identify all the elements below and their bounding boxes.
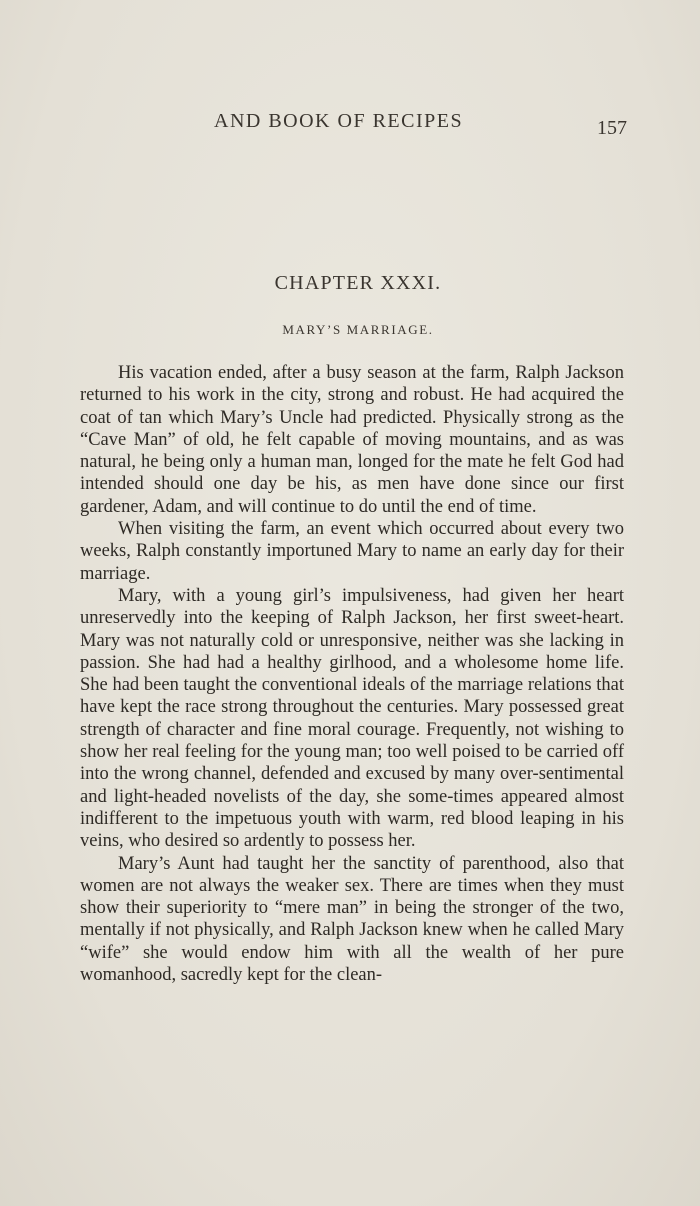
running-head: AND BOOK OF RECIPES (214, 110, 464, 132)
page-number: 157 (597, 117, 627, 139)
chapter-subtitle: MARY’S MARRIAGE. (282, 322, 434, 337)
body-text (80, 362, 624, 986)
paragraph-3: Mary, with a young girl’s impulsiveness, had given her heart unreservedly into the keeping of Ralph Jackson, her first sweet-heart. Mary was not naturally cold or unresponsive, neither was she lacking in passion. She had had a healthy girlhood, and a wholesome home life. She had been taught the conventional ideals of the marriage relations that have kept the race strong throughout the centuries. Mary possessed great strength of character and fine moral courage. Frequently, not wishing to show her real feeling for the young man; too well poised to be carried off into the wrong channel, defended and excused by many over-sentimental and light-headed novelists of the day, she some-times appeared almost indifferent to the impetuous youth with warm, red blood leaping in his veins, who desired so ardently to possess her. (80, 585, 624, 852)
chapter-title: CHAPTER XXXI. (274, 272, 442, 294)
paragraph-4: Mary’s Aunt had taught her the sanctity of parenthood, also that women are not always the weaker sex. There are times when they must show their superiority to “mere man” in being the stronger of the two, mentally if not physically, and Ralph Jackson knew when he called Mary “wife” she would endow him with all the wealth of her pure womanhood, sacredly kept for the clean- (80, 853, 624, 986)
paragraph-1: His vacation ended, after a busy season at the farm, Ralph Jackson returned to his work in the city, strong and robust. He had acquired the coat of tan which Mary’s Uncle had predicted. Physically strong as the “Cave Man” of old, he felt capable of moving mountains, and as was natural, he being only a human man, longed for the mate he felt God had intended should one day be his, as men have done since our first gardener, Adam, and will continue to do until the end of time. (80, 363, 624, 517)
paragraph-2: When visiting the farm, an event which occurred about every two weeks, Ralph constantly importuned Mary to name an early day for their marriage. (80, 519, 624, 584)
